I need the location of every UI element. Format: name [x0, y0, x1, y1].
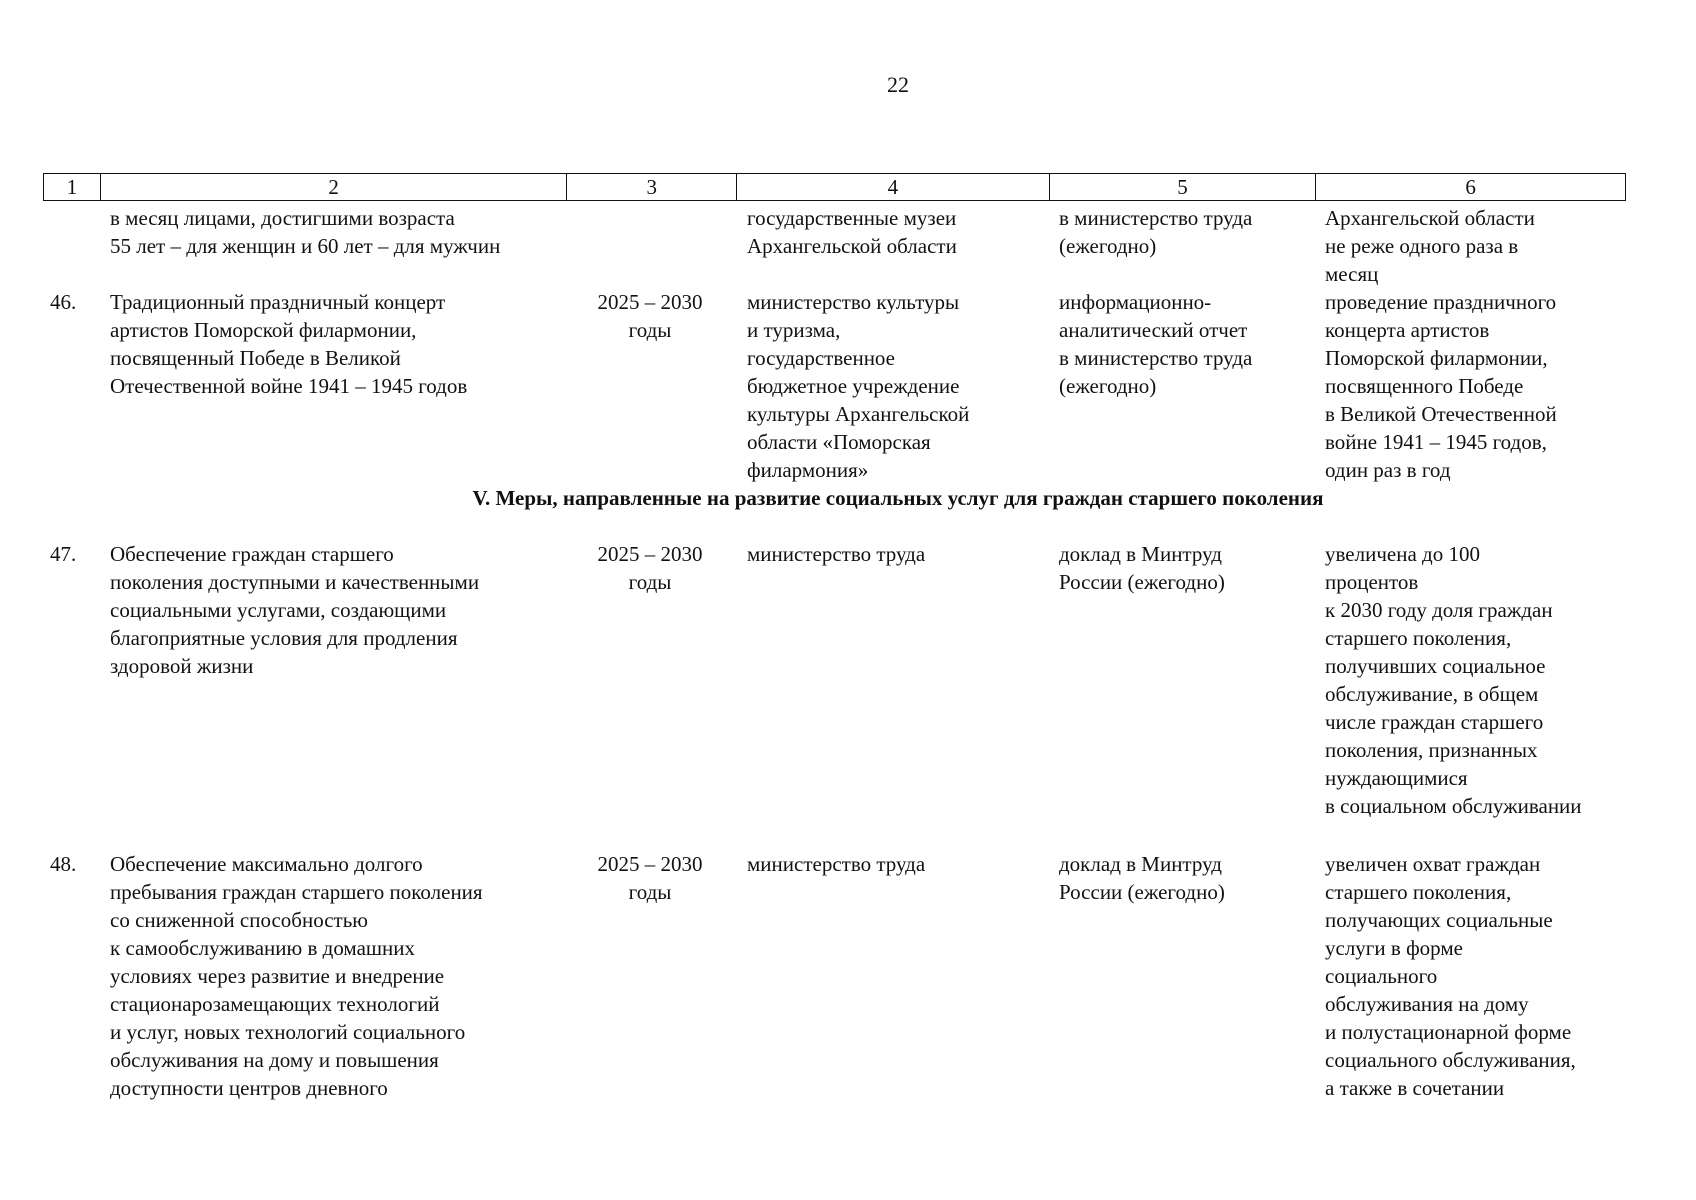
- row-executor: министерство культуры и туризма, государственное бюджетное учреждение культуры Архангельской области «Поморская филармония»: [747, 290, 970, 482]
- column-header-6: 6: [1465, 175, 1476, 199]
- column-header-5: 5: [1050, 174, 1317, 200]
- row-measure-name: Обеспечение граждан старшего поколения доступными и качественными социальными услугами, создающими благоприятные условия для продления здоровой жизни: [110, 542, 480, 678]
- row-report: доклад в Минтруд России (ежегодно): [1059, 852, 1225, 904]
- row-number: 46.: [50, 290, 77, 314]
- row-report: информационно- аналитический отчет в министерство труда (ежегодно): [1059, 290, 1253, 398]
- row-measure-name: Традиционный праздничный концерт артистов Поморской филармонии, посвященный Победе в Великой Отечественной войне 1941 – 1945 годов: [110, 290, 468, 398]
- row-term: 2025 – 2030 годы: [597, 852, 703, 904]
- continued-row-result: Архангельской области не реже одного раза в месяц: [1325, 206, 1535, 286]
- table-column-header-row: [43, 173, 1626, 201]
- row-term: 2025 – 2030 годы: [597, 542, 703, 594]
- row-number: 48.: [50, 852, 77, 876]
- row-result: увеличена до 100 процентов к 2030 году доля граждан старшего поколения, получивших социальное обслуживание, в общем числе граждан старшего поколения, признанных нуждающимися в социальном обслуживании: [1325, 542, 1582, 818]
- row-executor: министерство труда: [747, 542, 926, 566]
- column-header-1: 1: [44, 174, 101, 200]
- row-executor: министерство труда: [747, 852, 926, 876]
- continued-row-report: в министерство труда (ежегодно): [1059, 206, 1253, 258]
- row-term: 2025 – 2030 годы: [597, 290, 703, 342]
- column-header-4: 4: [737, 174, 1050, 200]
- column-header-2: 2: [101, 174, 567, 200]
- section-title: V. Меры, направленные на развитие социальных услуг для граждан старшего поколения: [472, 486, 1324, 510]
- row-measure-name: Обеспечение максимально долгого пребывания граждан старшего поколения со сниженной способностью к самообслуживанию в домашних условиях через развитие и внедрение стационарозамещающих технологий и услуг, новых технологий социального обслуживания на дому и повышения доступности центров дневного: [110, 852, 483, 1100]
- row-report: доклад в Минтруд России (ежегодно): [1059, 542, 1225, 594]
- page-number: 22: [887, 72, 909, 97]
- row-result: проведение праздничного концерта артистов Поморской филармонии, посвященного Победе в Великой Отечественной войне 1941 – 1945 годов, один раз в год: [1325, 290, 1557, 482]
- column-header-3: 3: [567, 174, 737, 200]
- continued-row-executor: государственные музеи Архангельской области: [747, 206, 957, 258]
- row-number: 47.: [50, 542, 77, 566]
- row-result: увеличен охват граждан старшего поколения, получающих социальные услуги в форме социального обслуживания на дому и полустационарной форме социального обслуживания, а также в сочетании: [1325, 852, 1576, 1100]
- continued-row-name: в месяц лицами, достигшими возраста 55 лет – для женщин и 60 лет – для мужчин: [110, 206, 501, 258]
